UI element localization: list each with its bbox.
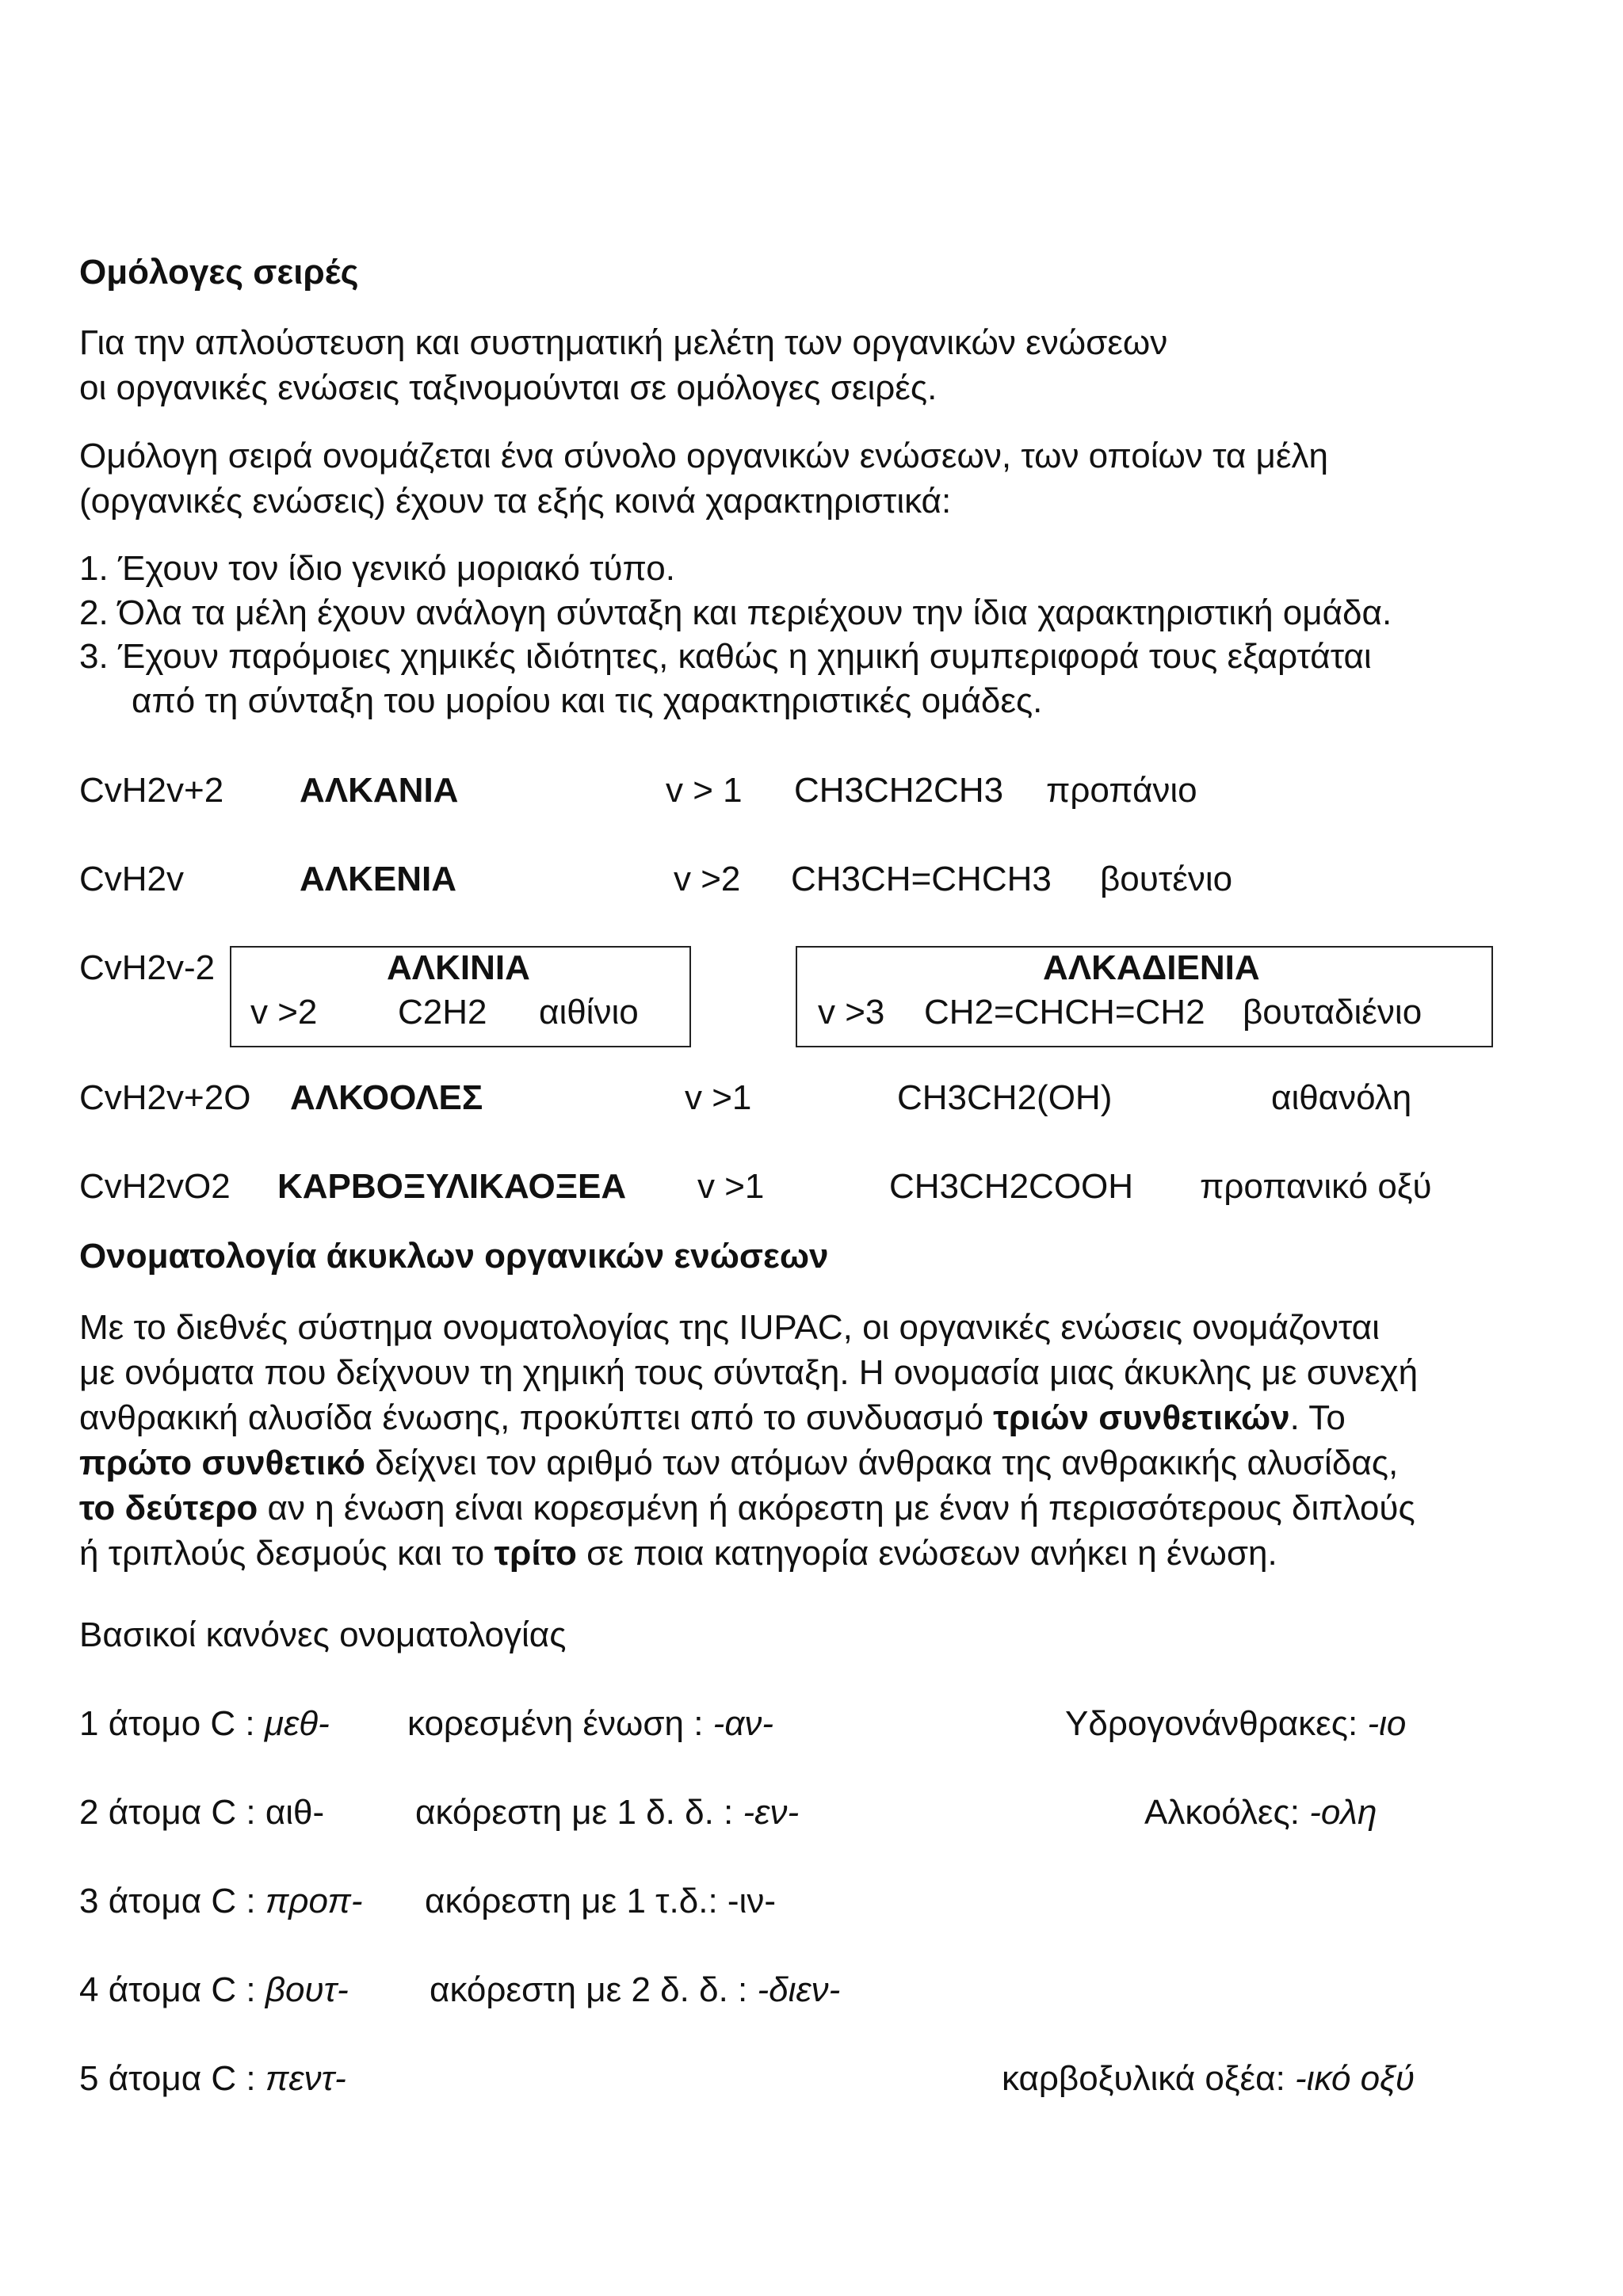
section-title-homologous-series: Ομόλογες σειρές <box>79 253 359 292</box>
alcohols-formula: CvH2v+2O <box>79 1078 251 1117</box>
acids-example: CH3CH2COOH <box>889 1167 1134 1206</box>
rule-2-saturation-suffix: -εν- <box>743 1793 800 1832</box>
iupac-line-4 <box>79 1441 1398 1486</box>
rule-1-prefix: μεθ- <box>264 1704 330 1743</box>
rule-5-class <box>1002 2057 1415 2101</box>
feature-item-1: 1. Έχουν τον ίδιο γενικό μοριακό τύπο. <box>79 549 675 588</box>
rule-2-atoms-text: 2 άτομα C : <box>79 1793 265 1832</box>
alkadienes-example-name: βουταδιένιο <box>1243 993 1423 1032</box>
rule-2-saturation <box>415 1791 799 1835</box>
alkadienes-name: ΑΛΚΑΔΙΕΝΙΑ <box>1043 948 1260 987</box>
rule-1-class-text: Υδρογονάνθρακες: <box>1065 1704 1368 1743</box>
rule-1-class-suffix: -ιο <box>1367 1704 1407 1743</box>
alkadienes-condition: v >3 <box>818 993 885 1032</box>
definition-line-2: (οργανικές ενώσεις) έχουν τα εξής κοινά χαρακτηριστικά: <box>79 482 952 521</box>
rule-5-atoms <box>79 2057 346 2101</box>
feature-item-2: 2. Όλα τα μέλη έχουν ανάλογη σύνταξη και περιέχουν την ίδια χαρακτηριστική ομάδα. <box>79 593 1392 632</box>
alcohols-example-name: αιθανόλη <box>1271 1078 1412 1117</box>
alkanes-name: ΑΛΚΑΝΙΑ <box>300 771 459 810</box>
acids-example-name: προπανικό οξύ <box>1200 1167 1432 1206</box>
intro-line-2: οι οργανικές ενώσεις ταξινομούνται σε ομόλογες σειρές. <box>79 368 938 407</box>
acids-formula: CvH2vO2 <box>79 1167 231 1206</box>
alkenes-condition: v >2 <box>674 860 741 898</box>
rule-2-saturation-text: ακόρεστη με 1 δ. δ. : <box>415 1793 743 1832</box>
iupac-line-5 <box>79 1486 1415 1531</box>
acids-condition: v >1 <box>697 1167 765 1206</box>
feature-item-3: 3. Έχουν παρόμοιες χημικές ιδιότητες, καθώς η χημική συμπεριφορά τους εξαρτάται <box>79 637 1372 676</box>
rule-5-class-suffix: -ικό οξύ <box>1295 2059 1415 2098</box>
rule-2-atoms <box>79 1791 324 1835</box>
alkynes-example-name: αιθίνιο <box>539 993 639 1032</box>
rule-1-saturation <box>407 1702 773 1746</box>
iupac-line-3-end: . Το <box>1289 1398 1346 1437</box>
alkanes-formula: CvH2v+2 <box>79 771 224 810</box>
alkanes-condition: v > 1 <box>666 771 743 810</box>
rule-1-atoms <box>79 1702 330 1746</box>
section-title-nomenclature: Ονοματολογία άκυκλων οργανικών ενώσεων <box>79 1237 829 1276</box>
iupac-line-5-text: αν η ένωση είναι κορεσμένη ή ακόρεστη με έναν ή περισσότερους διπλούς <box>258 1489 1415 1527</box>
alkenes-example: CH3CH=CHCH3 <box>791 860 1052 898</box>
second-component-emphasis: το δεύτερο <box>79 1489 258 1527</box>
rule-3-atoms-text: 3 άτομα C : <box>79 1882 265 1920</box>
rule-3-prefix: προπ- <box>265 1882 363 1920</box>
intro-line-1: Για την απλούστευση και συστηματική μελέτη των οργανικών ενώσεων <box>79 323 1168 362</box>
rule-2-prefix: αιθ- <box>265 1793 325 1832</box>
alkynes-name: ΑΛΚΙΝΙΑ <box>387 948 530 987</box>
rule-2-class <box>1144 1791 1377 1835</box>
rule-4-atoms-text: 4 άτομα C : <box>79 1970 265 2009</box>
rule-1-class <box>1065 1702 1406 1746</box>
iupac-line-6-text: ή τριπλούς δεσμούς και το <box>79 1534 495 1573</box>
rules-heading: Βασικοί κανόνες ονοματολογίας <box>79 1615 567 1654</box>
first-component-emphasis: πρώτο συνθετικό <box>79 1444 366 1482</box>
acids-name: ΚΑΡΒΟΞΥΛΙΚΑΟΞΕΑ <box>277 1167 627 1206</box>
iupac-line-3 <box>79 1396 1346 1440</box>
iupac-line-6 <box>79 1531 1277 1576</box>
rule-4-saturation-suffix: -διεν- <box>757 1970 841 2009</box>
rule-3-saturation: ακόρεστη με 1 τ.δ.: -ιν- <box>425 1882 776 1920</box>
rule-2-class-text: Αλκοόλες: <box>1144 1793 1310 1832</box>
alkadienes-example: CH2=CHCH=CH2 <box>924 993 1205 1032</box>
rule-4-atoms <box>79 1968 349 2012</box>
alkanes-example-name: προπάνιο <box>1046 771 1197 810</box>
alkenes-example-name: βουτένιο <box>1100 860 1233 898</box>
rule-1-saturation-suffix: -αν- <box>712 1704 774 1743</box>
rule-5-class-text: καρβοξυλικά οξέα: <box>1002 2059 1296 2098</box>
iupac-line-1: Με το διεθνές σύστημα ονοματολογίας της IUPAC, οι οργανικές ενώσεις ονομάζονται <box>79 1308 1380 1347</box>
alcohols-name: ΑΛΚΟΟΛΕΣ <box>290 1078 483 1117</box>
third-component-emphasis: τρίτο <box>494 1534 577 1573</box>
alkanes-example: CH3CH2CH3 <box>794 771 1004 810</box>
rule-5-prefix: πεντ- <box>265 2059 346 2098</box>
alkenes-name: ΑΛΚΕΝΙΑ <box>300 860 457 898</box>
rule-2-class-suffix: -ολη <box>1309 1793 1377 1832</box>
rule-4-prefix: βουτ- <box>265 1970 349 2009</box>
rule-5-atoms-text: 5 άτομα C : <box>79 2059 265 2098</box>
rule-4-saturation <box>430 1968 840 2012</box>
iupac-line-3-text: ανθρακική αλυσίδα ένωσης, προκύπτει από το συνδυασμό <box>79 1398 994 1437</box>
rule-3-atoms <box>79 1879 362 1924</box>
alkynes-formula: CvH2v-2 <box>79 948 216 987</box>
iupac-line-2: με ονόματα που δείχνουν τη χημική τους σύνταξη. Η ονομασία μιας άκυκλης με συνεχή <box>79 1353 1419 1392</box>
rule-1-atoms-text: 1 άτομο C : <box>79 1704 265 1743</box>
three-components-emphasis: τριών συνθετικών <box>993 1398 1290 1437</box>
rule-4-saturation-text: ακόρεστη με 2 δ. δ. : <box>430 1970 758 2009</box>
definition-line-1: Ομόλογη σειρά ονομάζεται ένα σύνολο οργανικών ενώσεων, των οποίων τα μέλη <box>79 437 1328 475</box>
iupac-line-4-text: δείχνει τον αριθμό των ατόμων άνθρακα της ανθρακικής αλυσίδας, <box>365 1444 1399 1482</box>
alkynes-example: C2H2 <box>398 993 487 1032</box>
alcohols-condition: v >1 <box>685 1078 752 1117</box>
iupac-line-6-end: σε ποια κατηγορία ενώσεων ανήκει η ένωση. <box>576 1534 1277 1573</box>
alkenes-formula: CvH2v <box>79 860 185 898</box>
feature-item-3-continued: από τη σύνταξη του μορίου και τις χαρακτηριστικές ομάδες. <box>132 681 1043 720</box>
alkynes-condition: v >2 <box>250 993 318 1032</box>
alcohols-example: CH3CH2(OH) <box>897 1078 1113 1117</box>
rule-1-saturation-text: κορεσμένη ένωση : <box>407 1704 713 1743</box>
